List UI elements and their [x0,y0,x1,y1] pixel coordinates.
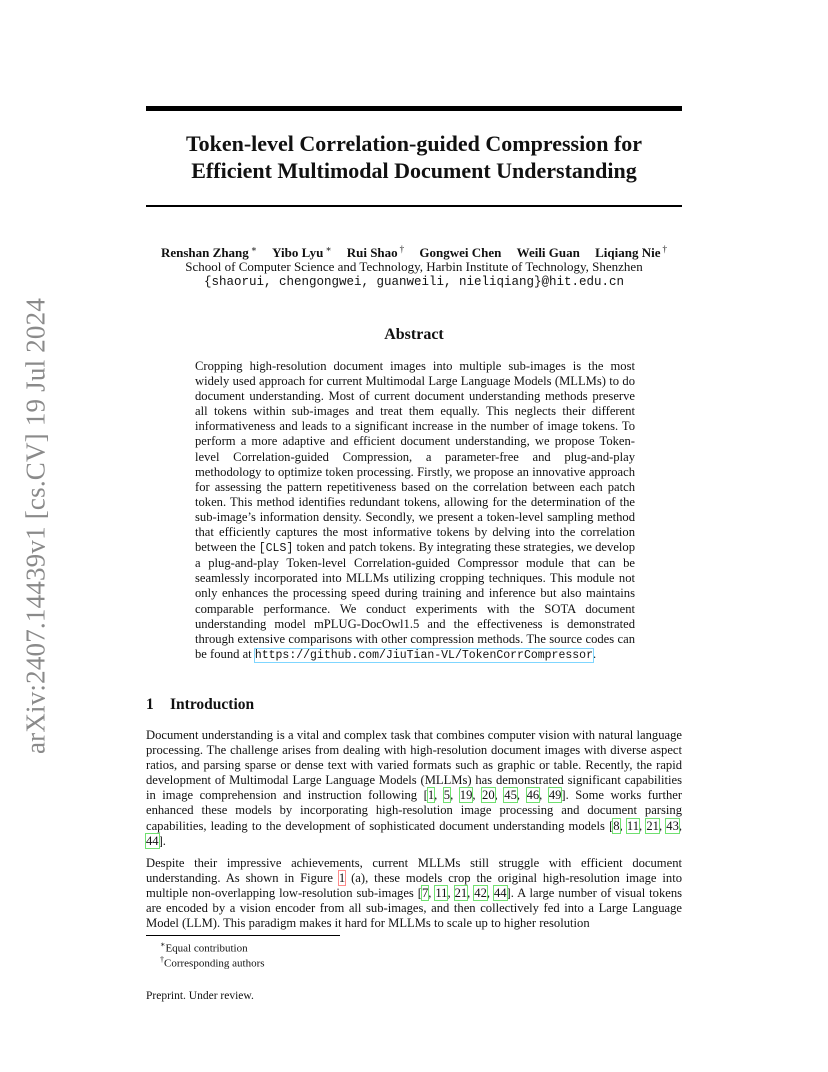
figure-reference-link[interactable]: 1 [338,871,346,886]
citation-link[interactable]: 43 [666,818,679,833]
citation-link[interactable]: 44 [493,886,507,901]
citation-link[interactable]: 44 [146,833,159,848]
footnote-corresponding-authors: †Corresponding authors [160,955,265,970]
title-bottom-rule [146,205,682,207]
author-emails: {shaorui, chengongwei, guanweili, nieliqiang}@hit.edu.cn [203,275,625,289]
abstract-body: Cropping high-resolution document images into multiple sub-images is the most widely used approach for current Multimodal Large Language Models (MLLMs) to do document understanding. Most of current document understanding methods preserve all tokens within sub-images and treat them equally. This neglects their different informativeness and leads to a significant increase in the number of image tokens. To perform a more adaptive and efficient document understanding, we propose Token-level Correlation-guided Compression, a parameter-free and plug-and-play methodology to optimize token processing. Firstly, we propose an innovative approach for assessing the pattern repetitiveness based on the correlation between each patch token. This method identifies redundant tokens, allowing for the determination of the sub-image’s information density. Secondly, we present a token-level sampling method that efficiently captures the most informative tokens by delving into the correlation between the [CLS] token and patch tokens. By integrating these strategies, we develop a plug-and-play Token-level Correlation-guided Compressor module that can be seamlessly incorporated into MLLMs utilizing cropping techniques. This module not only enhances the processing speed during training and inference but also maintains comparable performance. We conduct experiments with the SOTA document understanding model mPLUG-DocOwl1.5 and the effectiveness is demonstrated through extensive comparisons with other compression methods. The source codes can be found at https://github.com/JiuTian-VL/TokenCorrCompressor. [195,359,636,662]
citation-link[interactable]: 46 [526,788,540,803]
title-line-1: Token-level Correlation-guided Compression for [185,131,643,156]
citation-link[interactable]: 8 [613,818,620,833]
section-heading-introduction [146,696,254,714]
intro-paragraph-1: Document understanding is a vital and complex task that combines computer vision with natural language processing. The challenge arises from dealing with high-resolution document images with diverse aspect ratios, and parsing sparse or dense text with varied formats such as graphic or table. Recently, the rapid development of Multimodal Large Language Models (MLLMs) has demonstrated significant capabilities in image comprehension and instruction following [1, 5, 19, 20, 45, 46, 49]. Some works further enhanced these models by incorporating high-resolution image processing and document parsing capabilities, leading to the development of sophisticated document understanding models [8, 11, 21, 43, 44]. [146,728,683,848]
abstract-heading: Abstract [384,326,444,343]
author: Rui Shao † [346,244,405,261]
arxiv-identifier: arXiv:2407.14439v1 [cs.CV] 19 Jul 2024 [20,297,51,755]
intro-paragraph-2: Despite their impressive achievements, current MLLMs still struggle with efficient document understanding. As shown in Figure 1 (a), these models crop the original high-resolution image into multiple non-overlapping low-resolution sub-images [7, 11, 21, 42, 44]. A large number of visual tokens are encoded by a vision encoder from all sub-images, and then collectively fed into a Large Language Model (LLM). This paradigm makes it hard for MLLMs to scale up to higher resolution [146,856,683,931]
footnote-equal-contribution: ∗Equal contribution [160,940,248,955]
title-line-2: Efficient Multimodal Document Understanding [191,158,637,183]
footnote-rule [146,935,340,936]
source-code-link[interactable]: https://github.com/JiuTian-VL/TokenCorrCompressor [254,648,593,662]
citation-link[interactable]: 45 [504,788,517,803]
author: Liqiang Nie † [595,244,667,261]
citation-link[interactable]: 21 [454,886,468,901]
citation-link[interactable]: 21 [646,818,659,833]
citation-link[interactable]: 11 [626,818,640,833]
title-top-rule [146,106,682,111]
citation-link[interactable]: 49 [548,788,562,803]
author: Yibo Lyu ∗ [272,244,332,261]
citation-link[interactable]: 5 [443,788,451,803]
author: Gongwei Chen [419,245,502,261]
citation-link[interactable]: 20 [482,788,495,803]
section-number: 1 [146,696,154,713]
author: Weili Guan [516,245,580,261]
author: Renshan Zhang ∗ [160,244,257,261]
citation-link[interactable]: 11 [435,886,448,901]
cls-token: [CLS] [258,542,294,556]
affiliation: School of Computer Science and Technology, Harbin Institute of Technology, Shenzhen [185,259,643,274]
citation-link[interactable]: 19 [459,788,473,803]
citation-link[interactable]: 7 [421,886,429,901]
arxiv-side-stamp [14,296,58,756]
citation-link[interactable]: 42 [474,886,487,901]
section-title: Introduction [170,696,255,713]
preprint-notice: Preprint. Under review. [146,990,254,1002]
citation-link[interactable]: 1 [427,788,435,803]
paper-title [146,130,682,184]
